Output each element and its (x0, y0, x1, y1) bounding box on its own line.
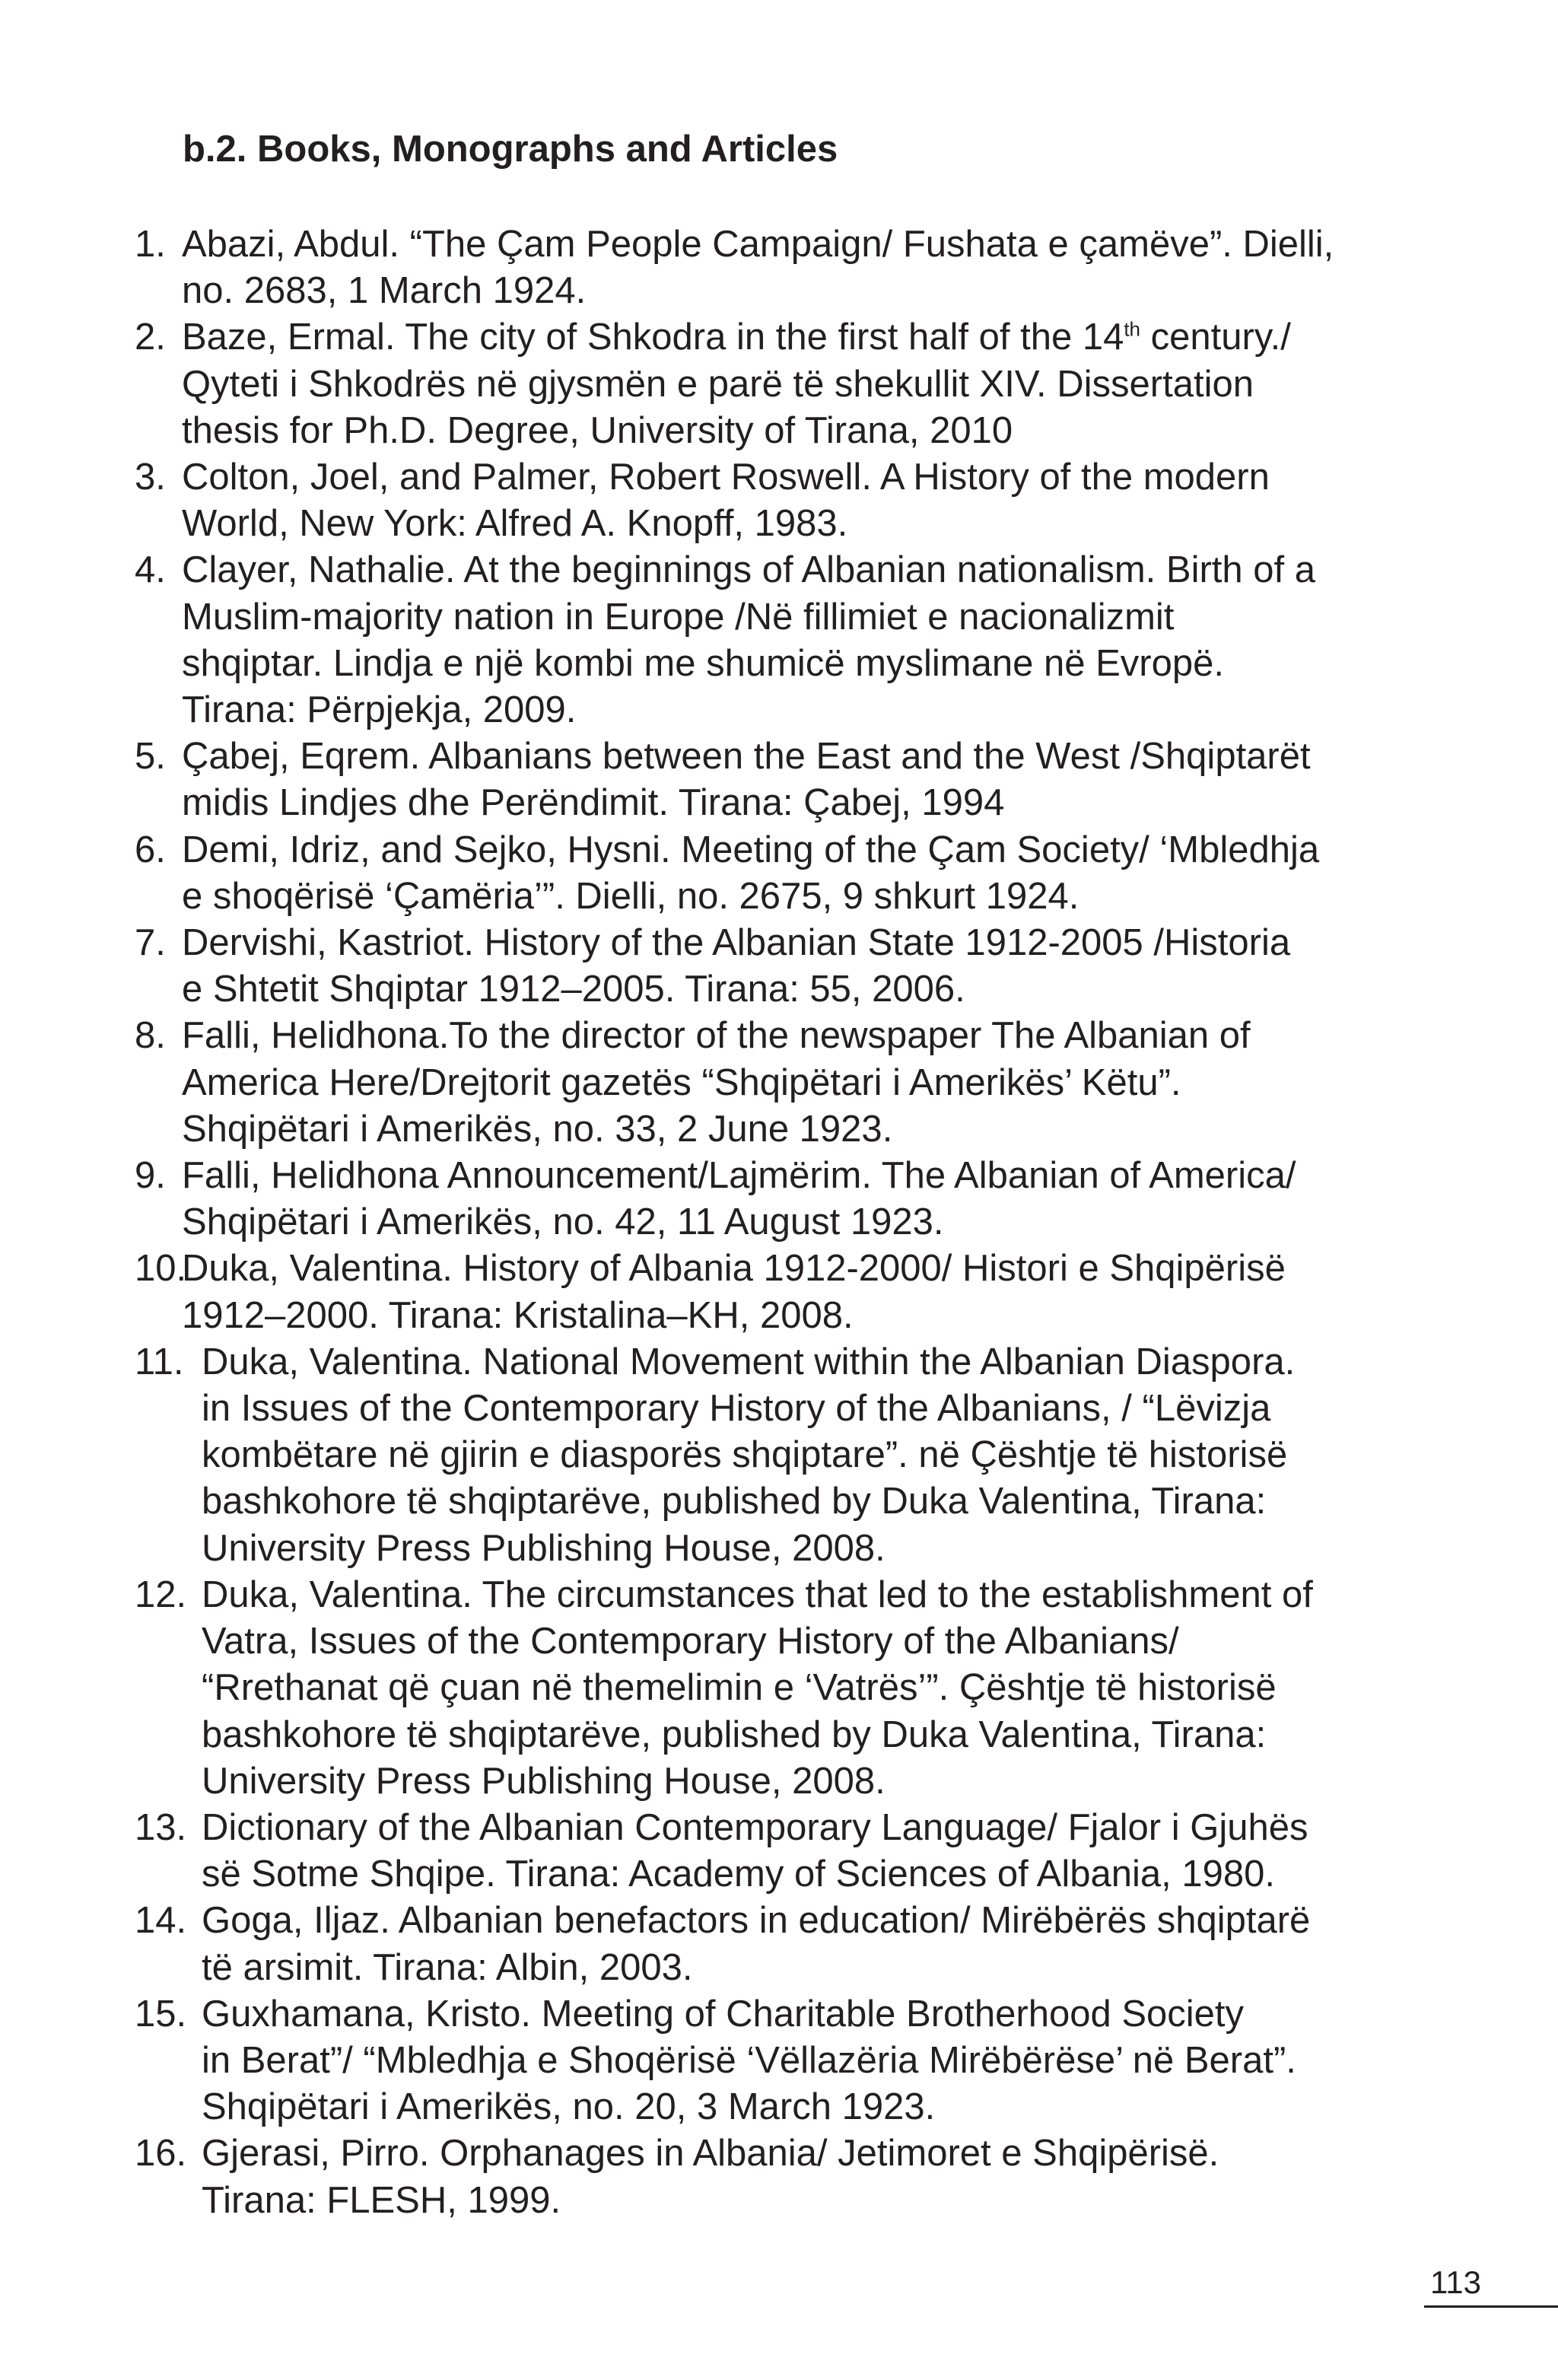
entry-line: Shqipëtari i Amerikës, no. 33, 2 June 1923. (182, 1108, 893, 1150)
entry-line: no. 2683, 1 March 1924. (182, 270, 587, 312)
entry-line: Dictionary of the Albanian Contemporary Language/ Fjalor i Gjuhës (202, 1806, 1308, 1848)
entry-text (202, 2130, 1219, 2223)
entry-line: midis Lindjes dhe Perëndimit. Tirana: Çabej, 1994 (182, 782, 1005, 824)
entry-line: Shqipëtari i Amerikës, no. 42, 11 August 1923. (182, 1201, 944, 1243)
bibliography-entry (135, 1013, 1443, 1153)
bibliography-entry (135, 314, 1443, 454)
entry-line: bashkohore të shqiptarëve, published by Duka Valentina, Tirana: (202, 1481, 1267, 1522)
entry-number: 10. (135, 1248, 187, 1290)
entry-line: 1912–2000. Tirana: Kristalina–KH, 2008. (182, 1294, 854, 1336)
entry-line: Demi, Idriz, and Sejko, Hysni. Meeting of the Çam Society/ ‘Mbledhja (182, 829, 1320, 870)
entry-line: Baze, Ermal. The city of Shkodra in the first half of the 14 (182, 317, 1124, 358)
entry-text (182, 827, 1319, 920)
entry-number: 11. (135, 1341, 184, 1382)
entry-line: Falli, Helidhona.To the director of the newspaper The Albanian of (182, 1015, 1251, 1057)
entry-line: së Sotme Shqipe. Tirana: Academy of Sciences of Albania, 1980. (202, 1853, 1275, 1895)
entry-text (202, 1898, 1310, 1990)
bibliography-list (135, 221, 1443, 2224)
entry-line: Duka, Valentina. History of Albania 1912-2000/ Histori e Shqipërisë (182, 1248, 1286, 1290)
entry-number: 14. (135, 1900, 187, 1942)
entry-line: “Rrethanat që çuan në themelimin e ‘Vatrës’”. Çështje të historisë (202, 1667, 1277, 1709)
entry-line: Clayer, Nathalie. At the beginnings of Albanian nationalism. Birth of a (182, 549, 1315, 591)
entry-text (182, 314, 1291, 454)
bibliography-entry (135, 1572, 1443, 1805)
entry-line: in Berat”/ “Mbledhja e Shoqërisë ‘Vëllazëria Mirëbërëse’ në Berat”. (202, 2039, 1296, 2081)
entry-line: thesis for Ph.D. Degree, University of Tirana, 2010 (182, 409, 1013, 451)
entry-line: America Here/Drejtorit gazetës “Shqipëtari i Amerikës’ Këtu”. (182, 1061, 1181, 1103)
bibliography-entry (135, 827, 1443, 920)
bibliography-entry (135, 547, 1443, 733)
entry-text (202, 1991, 1296, 2131)
entry-line: Guxhamana, Kristo. Meeting of Charitable Brotherhood Society (202, 1993, 1245, 2035)
entry-line: Abazi, Abdul. “The Çam People Campaign/ Fushata e çamëve”. Dielli, (182, 224, 1334, 265)
entry-line: Dervishi, Kastriot. History of the Albanian State 1912-2005 /Historia (182, 922, 1291, 964)
bibliography-entry (135, 733, 1443, 826)
entry-text (202, 1572, 1313, 1805)
bibliography-entry (135, 1246, 1443, 1338)
entry-number: 16. (135, 2133, 187, 2175)
entry-line: Shqipëtari i Amerikës, no. 20, 3 March 1923. (202, 2086, 936, 2128)
entry-text (182, 1013, 1251, 1153)
entry-line: kombëtare në gjirin e diasporës shqiptare”. në Çështje të historisë (202, 1434, 1288, 1476)
entry-text (202, 1805, 1308, 1898)
entry-line: Qyteti i Shkodrës në gjysmën e parë të shekullit XIV. Dissertation (182, 363, 1254, 405)
entry-line: Vatra, Issues of the Contemporary History of the Albanians/ (202, 1621, 1179, 1662)
entry-text (182, 547, 1315, 733)
entry-line: bashkohore të shqiptarëve, published by Duka Valentina, Tirana: (202, 1713, 1267, 1755)
entry-text (182, 221, 1334, 314)
entry-text (182, 1246, 1286, 1338)
section-heading: b.2. Books, Monographs and Articles (183, 129, 838, 170)
bibliography-entry (135, 920, 1443, 1013)
bibliography-entry (135, 1153, 1443, 1246)
bibliography-entry (135, 1898, 1443, 1990)
entry-number: 7. (135, 922, 166, 964)
bibliography-entry (135, 2130, 1443, 2223)
entry-text (182, 454, 1270, 547)
entry-line: University Press Publishing House, 2008. (202, 1527, 886, 1569)
entry-line: e shoqërisë ‘Çamëria’”. Dielli, no. 2675, 9 shkurt 1924. (182, 875, 1079, 917)
bibliography-entry (135, 1991, 1443, 2131)
entry-line: e Shtetit Shqiptar 1912–2005. Tirana: 55, 2006. (182, 969, 965, 1010)
entry-line: University Press Publishing House, 2008. (202, 1760, 886, 1802)
ordinal-superscript: th (1124, 318, 1141, 342)
entry-line: Tirana: FLESH, 1999. (202, 2179, 561, 2221)
entry-line: Tirana: Përpjekja, 2009. (182, 689, 577, 731)
entry-line: Muslim-majority nation in Europe /Në fillimiet e nacionalizmit (182, 596, 1175, 638)
entry-number: 2. (135, 317, 166, 358)
entry-number: 15. (135, 1993, 187, 2035)
bibliography-entry (135, 1339, 1443, 1572)
entry-line: Duka, Valentina. The circumstances that led to the establishment of (202, 1573, 1313, 1615)
entry-line: World, New York: Alfred A. Knopff, 1983. (182, 503, 848, 545)
page-number-rule (1424, 2305, 1558, 2308)
entry-number: 6. (135, 829, 166, 870)
entry-line: Falli, Helidhona Announcement/Lajmërim. The Albanian of America/ (182, 1155, 1296, 1197)
entry-text (202, 1339, 1295, 1572)
bibliography-entry (135, 1805, 1443, 1898)
entry-line-continuation: century./ (1140, 317, 1291, 358)
entry-line: Gjerasi, Pirro. Orphanages in Albania/ Jetimoret e Shqipërisë. (202, 2133, 1219, 2175)
entry-text (182, 733, 1311, 826)
entry-number: 4. (135, 549, 166, 591)
entry-number: 8. (135, 1015, 166, 1057)
bibliography-entry (135, 454, 1443, 547)
entry-number: 13. (135, 1806, 187, 1848)
entry-number: 3. (135, 457, 166, 498)
entry-line: Colton, Joel, and Palmer, Robert Roswell. A History of the modern (182, 457, 1270, 498)
entry-text (182, 920, 1290, 1013)
entry-line: Çabej, Eqrem. Albanians between the East and the West /Shqiptarët (182, 736, 1311, 778)
entry-line: in Issues of the Contemporary History of the Albanians, / “Lëvizja (202, 1388, 1271, 1430)
entry-line: Goga, Iljaz. Albanian benefactors in education/ Mirëbërës shqiptarë (202, 1900, 1311, 1942)
entry-text (182, 1153, 1296, 1246)
entry-line: Duka, Valentina. National Movement within the Albanian Diaspora. (202, 1341, 1296, 1382)
entry-number: 5. (135, 736, 166, 778)
entry-line: të arsimit. Tirana: Albin, 2003. (202, 1946, 693, 1988)
bibliography-entry (135, 221, 1443, 314)
entry-number: 12. (135, 1573, 187, 1615)
entry-number: 1. (135, 224, 166, 265)
page-number: 113 (1430, 2264, 1481, 2300)
entry-line: shqiptar. Lindja e një kombi me shumicë myslimane në Evropë. (182, 642, 1224, 684)
entry-number: 9. (135, 1155, 166, 1197)
